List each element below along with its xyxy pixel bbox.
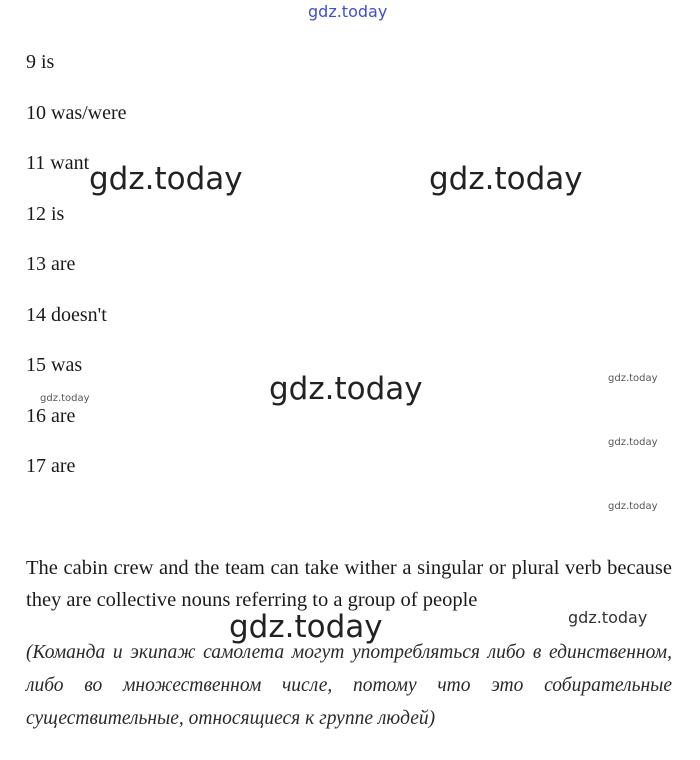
watermark: gdz.today: [608, 437, 658, 448]
watermark: gdz.today: [608, 501, 658, 512]
watermark-top: gdz.today: [308, 2, 388, 21]
answer-9: 9 is: [26, 51, 55, 73]
answer-14: 14 doesn't: [26, 304, 107, 326]
watermark: gdz.today: [89, 161, 243, 197]
watermark: gdz.today: [608, 373, 658, 384]
explanation-russian: (Команда и экипаж самолета могут употребляться либо в единственном, либо во множественном числе, потому что это собирательные существительные, относящиеся к группе людей): [26, 642, 672, 729]
watermark: gdz.today: [429, 161, 583, 197]
answer-16: 16 are: [26, 405, 76, 427]
answer-13: 13 are: [26, 253, 76, 275]
watermark: gdz.today: [269, 371, 423, 407]
answer-15: 15 was: [26, 354, 83, 376]
answer-12: 12 is: [26, 203, 65, 225]
watermark: gdz.today: [40, 393, 90, 404]
answer-11: 11 want: [26, 152, 90, 174]
answer-17: 17 are: [26, 455, 76, 477]
answer-10: 10 was/were: [26, 102, 127, 124]
watermark: gdz.today: [568, 608, 648, 627]
explanation-english: The cabin crew and the team can take wither a singular or plural verb because they are collective nouns referring to a group of people: [26, 557, 672, 611]
watermark: gdz.today: [229, 609, 383, 645]
